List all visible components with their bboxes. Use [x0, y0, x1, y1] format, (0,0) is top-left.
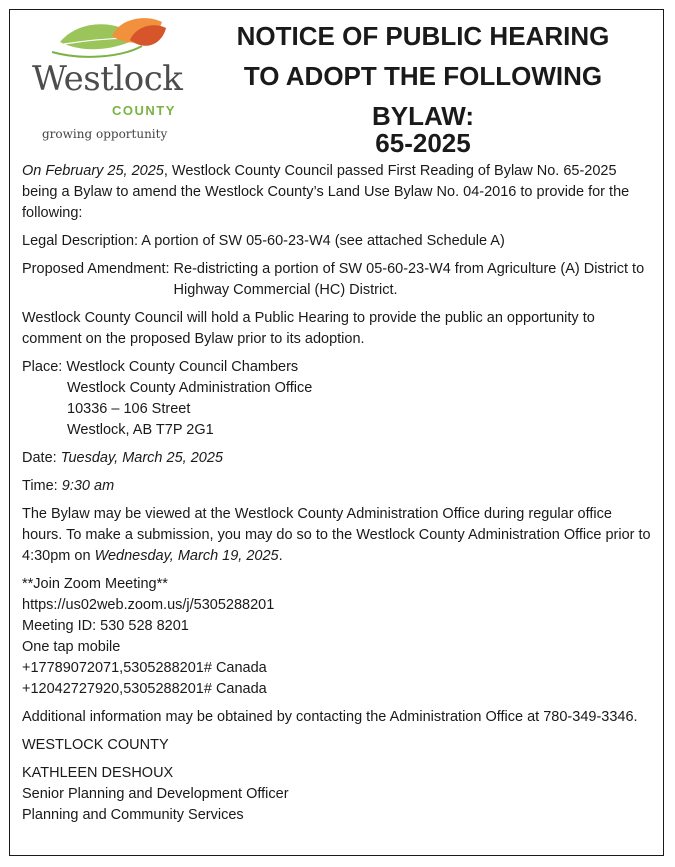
- date-line: [22, 448, 652, 469]
- zoom-tap-2: +12042727920,5305288201# Canada: [22, 681, 267, 697]
- submission-deadline: Wednesday, March 19, 2025: [94, 548, 279, 564]
- zoom-tap-label: One tap mobile: [22, 639, 121, 655]
- amendment-label: Proposed Amendment:: [22, 261, 174, 277]
- legal-description: [22, 231, 652, 252]
- zoom-tap-1: +17789072071,5305288201# Canada: [22, 660, 267, 676]
- signature-role: Senior Planning and Development Officer: [22, 786, 289, 802]
- legal-value: A portion of SW 05-60-23-W4 (see attached Schedule A): [141, 233, 505, 249]
- intro-date: On February 25, 2025: [22, 163, 164, 179]
- signature-org: WESTLOCK COUNTY: [22, 737, 169, 753]
- hearing-paragraph: Westlock County Council will hold a Public Hearing to provide the public an opportunity to comment on the proposed Bylaw prior to its adoption.: [22, 310, 595, 347]
- legal-label: Legal Description:: [22, 233, 142, 249]
- title-line-3: BYLAW:: [371, 101, 475, 131]
- intro-text: , Westlock County Council passed First Reading of Bylaw No. 65-2025 being a Bylaw to amend the Westlock County’s Land Use Bylaw No. 04-2016 to provide for the following:: [22, 163, 630, 221]
- bylaw-number: 65-2025: [375, 128, 471, 158]
- date-value: Tuesday, March 25, 2025: [60, 450, 223, 466]
- title-line-2: TO ADOPT THE FOLLOWING: [243, 61, 603, 91]
- viewing-end: .: [278, 548, 283, 564]
- signature-dept: Planning and Community Services: [22, 807, 244, 823]
- contact-paragraph: Additional information may be obtained by contacting the Administration Office at 780-349-3346.: [22, 709, 638, 725]
- place-label: Place:: [22, 359, 67, 375]
- notice-body: [22, 161, 652, 826]
- place-line-1: Westlock County Council Chambers: [66, 359, 299, 375]
- logo-county: COUNTY: [112, 103, 176, 118]
- signature-name: KATHLEEN DESHOUX: [22, 765, 174, 781]
- public-hearing-notice: [9, 9, 664, 856]
- place-line-2: Westlock County Administration Office: [67, 380, 313, 396]
- notice-title: [210, 16, 636, 156]
- time-value: 9:30 am: [61, 478, 115, 494]
- intro-paragraph: [22, 161, 652, 224]
- zoom-heading: **Join Zoom Meeting**: [22, 576, 168, 592]
- place-line-3: 10336 – 106 Street: [67, 401, 191, 417]
- amendment-value: Re-districting a portion of SW 05-60-23-W4 from Agriculture (A) District to Highway Commercial (HC) District.: [173, 261, 645, 298]
- logo-tagline: growing opportunity: [42, 127, 168, 141]
- westlock-county-logo: [20, 16, 190, 146]
- logo-wordmark: Westlock: [32, 59, 183, 99]
- zoom-meeting-id: Meeting ID: 530 528 8201: [22, 618, 189, 634]
- viewing-paragraph: [22, 504, 652, 567]
- proposed-amendment: [22, 259, 652, 301]
- time-line: [22, 476, 652, 497]
- place-line-4: Westlock, AB T7P 2G1: [67, 422, 214, 438]
- title-line-1: NOTICE OF PUBLIC HEARING: [236, 21, 610, 51]
- place-block: [22, 357, 652, 441]
- viewing-text: The Bylaw may be viewed at the Westlock County Administration Office during regular office hours. To make a submission, you may do so to the Westlock County Administration Office prior to 4:30pm on: [22, 506, 651, 564]
- zoom-url-link[interactable]: https://us02web.zoom.us/j/5305288201: [22, 597, 275, 613]
- signature-block: [22, 763, 652, 826]
- time-label: Time:: [22, 478, 62, 494]
- date-label: Date:: [22, 450, 61, 466]
- zoom-block: [22, 574, 652, 700]
